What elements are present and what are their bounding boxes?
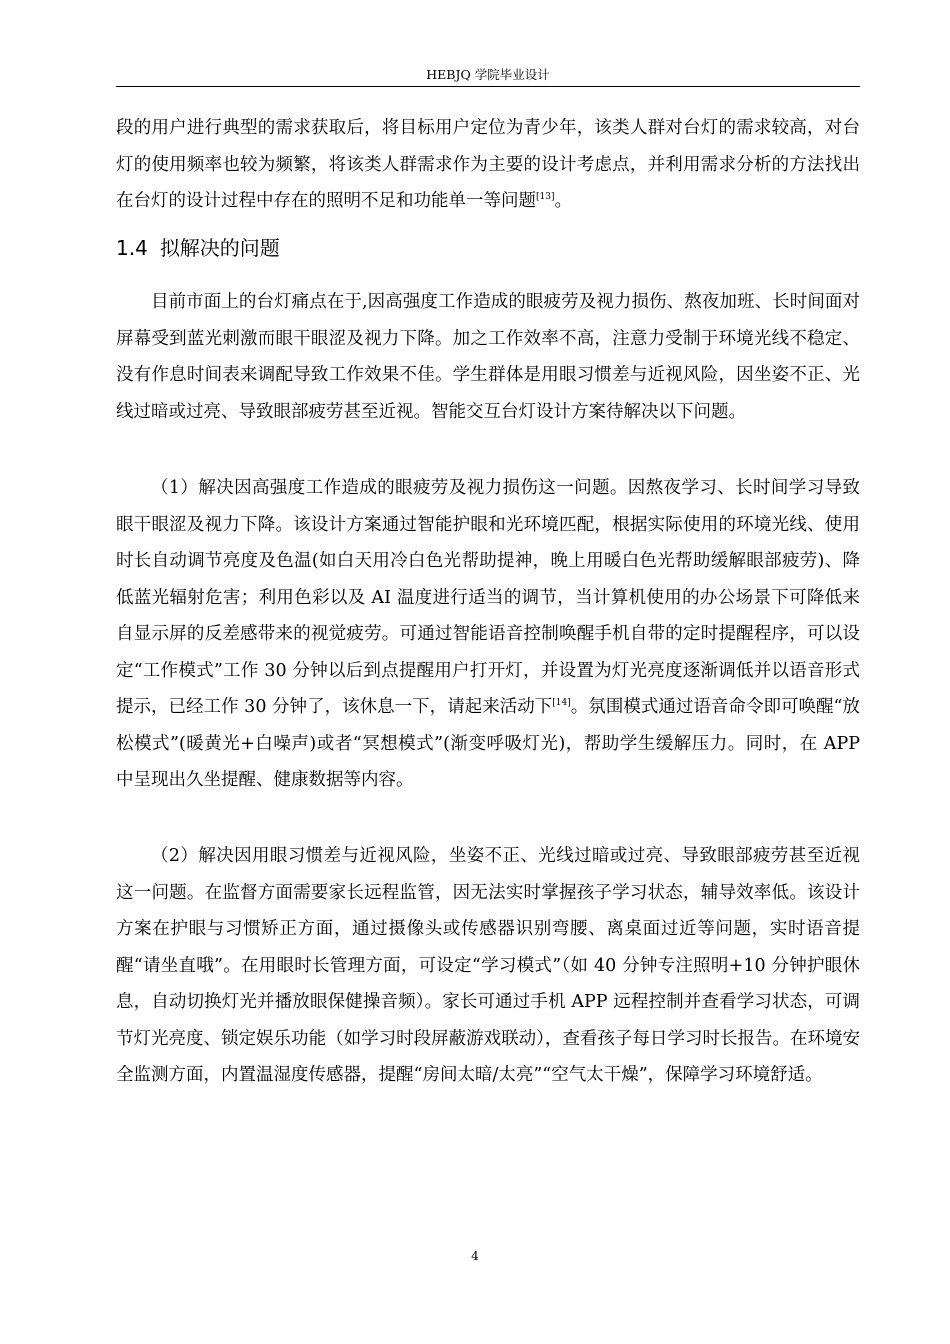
paragraph-pain-points: 目前市面上的台灯痛点在于,因高强度工作造成的眼疲劳及视力损伤、熬夜加班、长时间面对屏幕受到蓝光刺激而眼干眼涩及视力下降。加之工作效率不高，注意力受制于环境光线不稳定、没有作息时间表来调配导致工作效果不佳。学生群体是用眼习惯差与近视风险，因坐姿不正、光线过暗或过亮、导致眼部疲劳甚至近视。智能交互台灯设计方案待解决以下问题。 (116, 292, 860, 422)
page-header (116, 64, 860, 87)
intro-paragraph (116, 110, 860, 220)
section-title: 拟解决的问题 (159, 236, 280, 260)
problem-1-text: （1）解决因高强度工作造成的眼疲劳及视力损伤这一问题。因熬夜学习、长时间学习导致眼干眼涩及视力下降。该设计方案通过智能护眼和光环境匹配，根据实际使用的环境光线、使用时长自动调节亮度及色温(如白天用冷白色光帮助提神，晚上用暖白色光帮助缓解眼部疲劳)、降低蓝光辐射危害；利用色彩以及 AI 温度进行适当的调节，当计算机使用的办公场景下可降低来自显示屏的反差感带来的视觉疲劳。可通过智能语音控制唤醒手机自带的定时提醒程序，可以设定“工作模式”工作 30 分钟以后到点提醒用户打开灯，并设置为灯光亮度逐渐调低并以语音形式提示，已经工作 30 分钟了，该休息一下，请起来活动下 (116, 478, 860, 717)
section-number: 1.4 (116, 236, 148, 260)
intro-text: 段的用户进行典型的需求获取后，将目标用户定位为青少年，该类人群对台灯的需求较高，对台灯的使用频率也较为频繁，将该类人群需求作为主要的设计考虑点，并利用需求分析的方法找出在台灯的设计过程中存在的照明不足和功能单一等问题 (116, 118, 860, 211)
citation-14: [14] (552, 698, 571, 708)
header-title: HEBJQ 学院毕业设计 (426, 67, 550, 82)
section-heading (116, 230, 860, 266)
paragraph-problem-1 (116, 470, 860, 799)
problem-1-text-cont: 。氛围模式通过语音命令即可唤醒“放松模式”(暖黄光+白噪声)或者“冥想模式”(渐变呼吸灯光)，帮助学生缓解压力。同时，在 APP 中呈现出久坐提醒、健康数据等内容。 (116, 697, 860, 790)
page-number: 4 (471, 1249, 479, 1263)
paragraph-problem-2: （2）解决因用眼习惯差与近视风险，坐姿不正、光线过暗或过亮、导致眼部疲劳甚至近视这一问题。在监督方面需要家长远程监管，因无法实时掌握孩子学习状态，辅导效率低。该设计方案在护眼与习惯矫正方面，通过摄像头或传感器识别弯腰、离桌面过近等问题，实时语音提醒“请坐直哦”。在用眼时长管理方面，可设定“学习模式”（如 40 分钟专注照明+10 分钟护眼休息，自动切换灯光并播放眼保健操音频）。家长可通过手机 APP 远程控制并查看学习状态，可调节灯光亮度、锁定娱乐功能（如学习时段屏蔽游戏联动），查看孩子每日学习时长报告。在环境安全监测方面，内置温湿度传感器，提醒“房间太暗/太亮”“空气太干燥”，保障学习环境舒适。 (116, 846, 860, 1085)
intro-end: 。 (554, 191, 572, 211)
citation-13: [13] (536, 192, 555, 202)
